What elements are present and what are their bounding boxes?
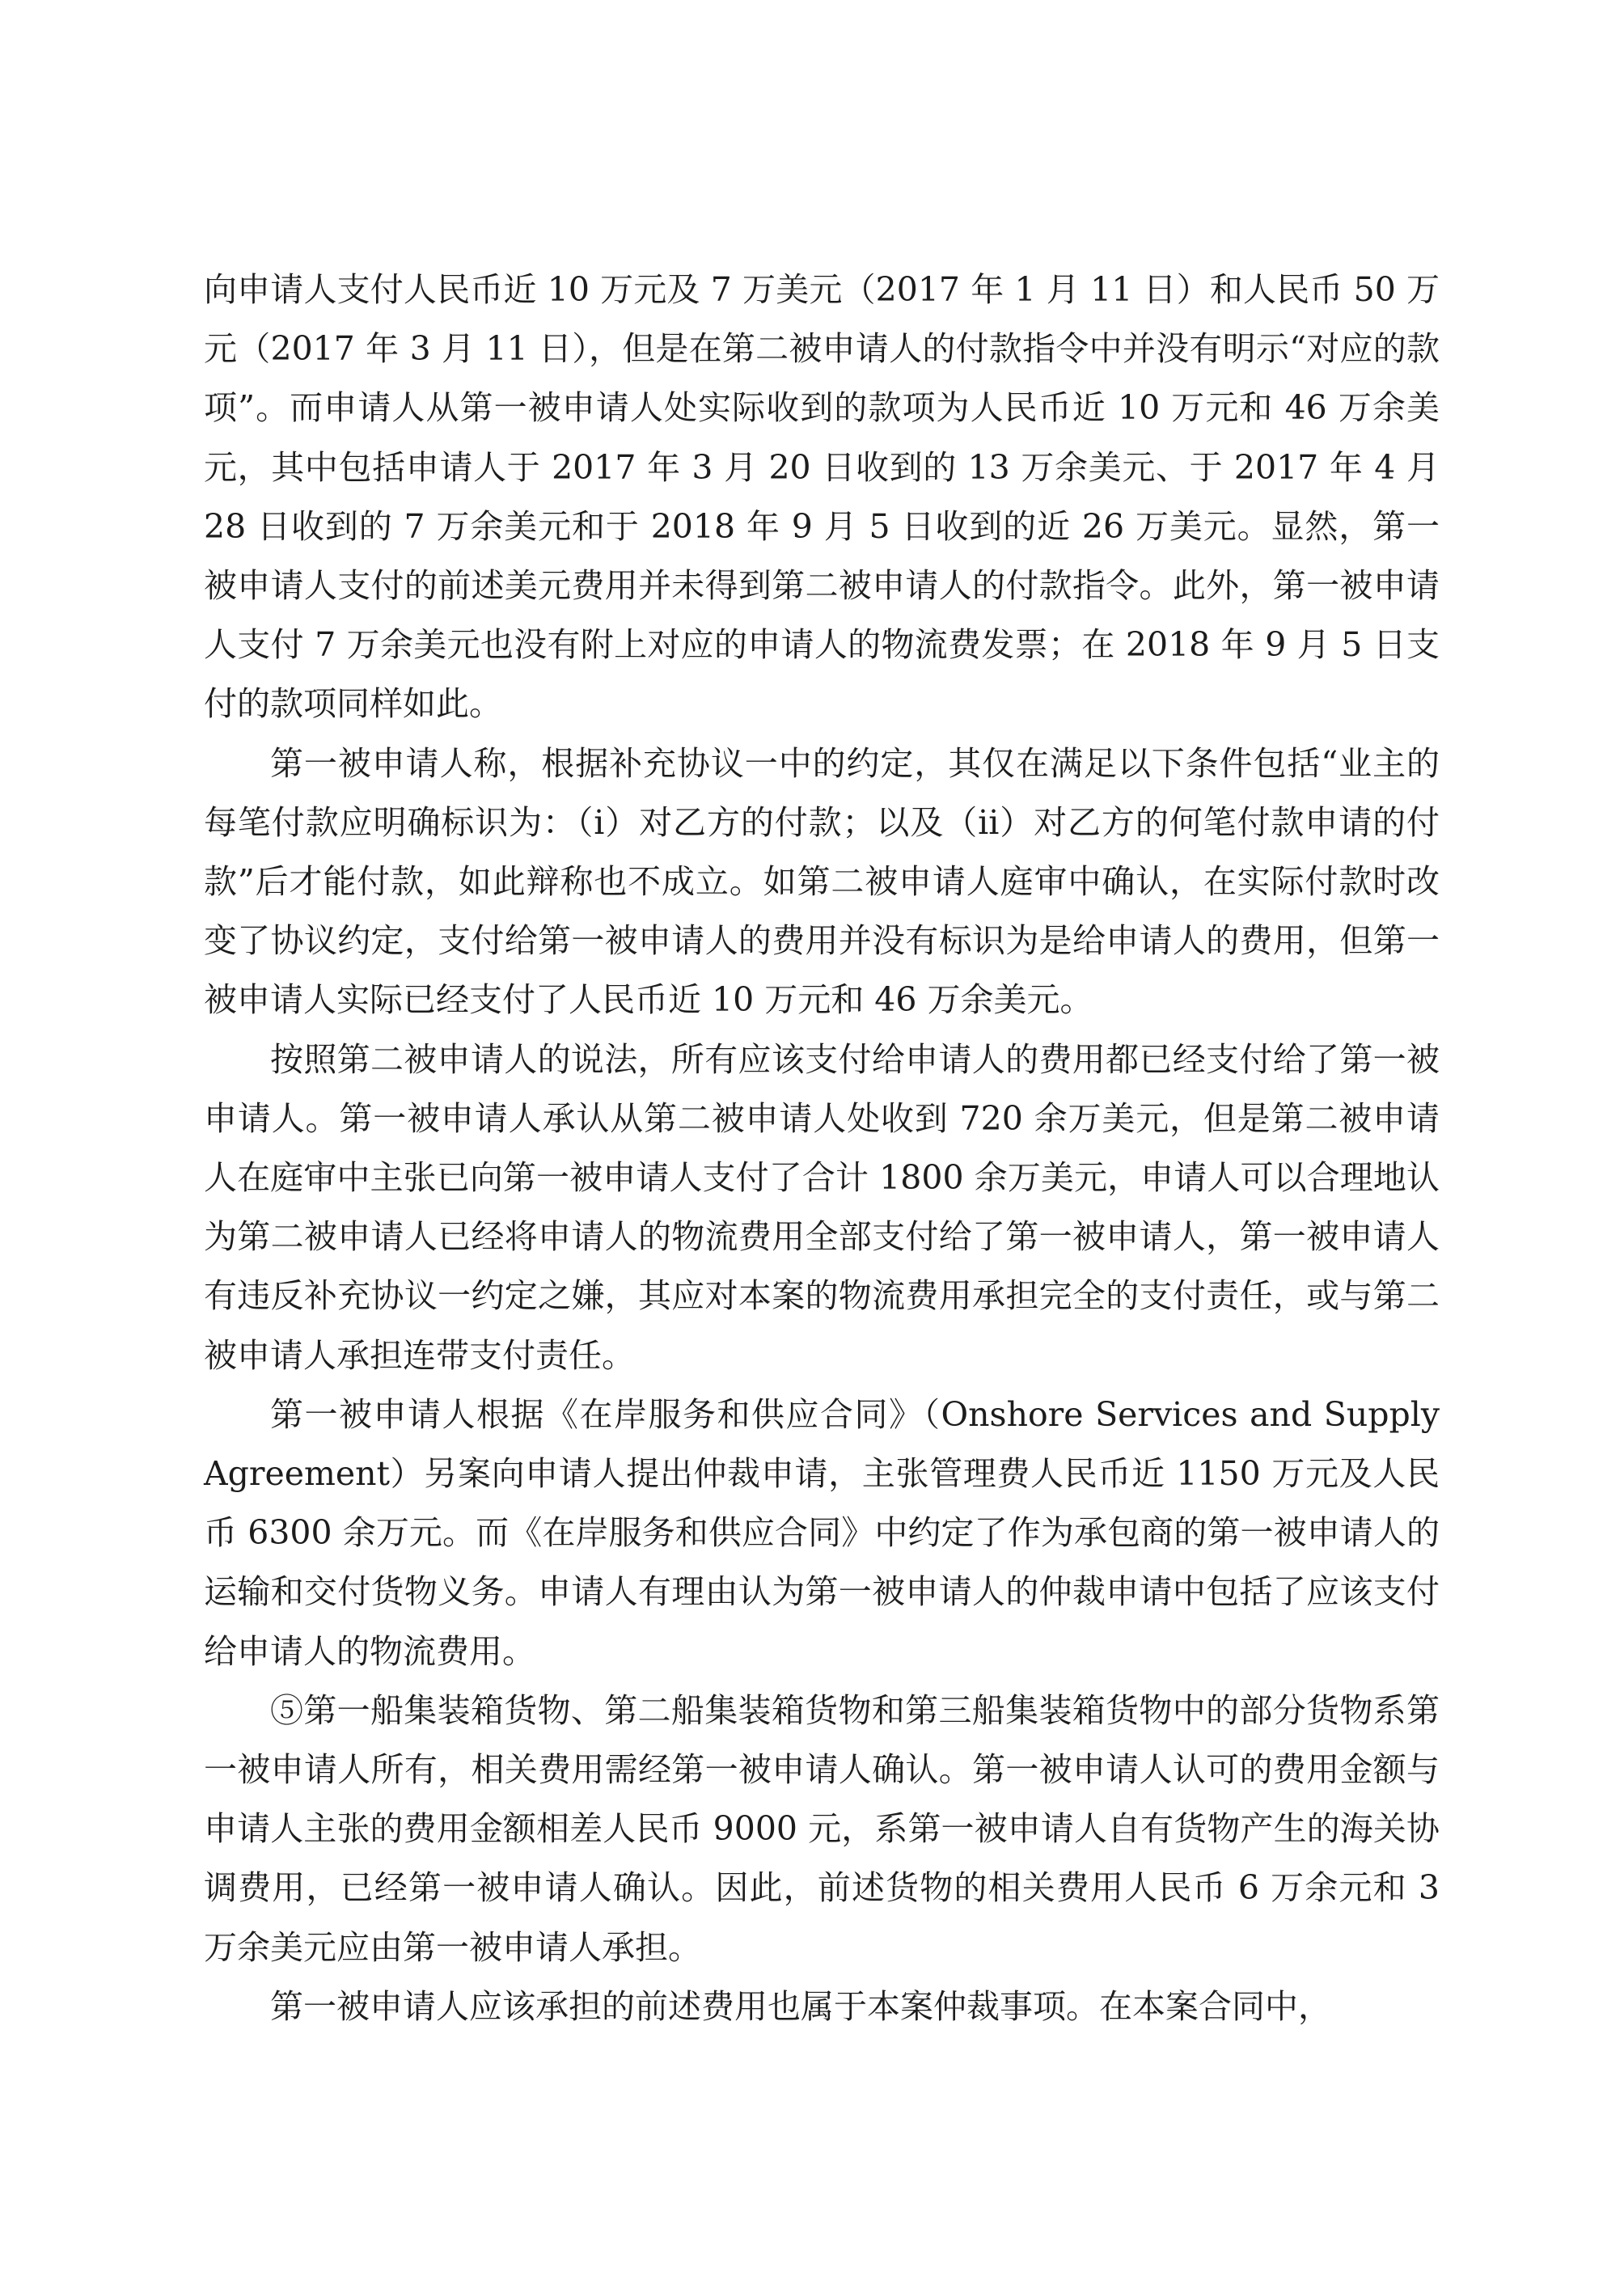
paragraph-continuation: 向申请人支付人民币近 10 万元及 7 万美元（2017 年 1 月 11 日）和人民币 50 万元（2017 年 3 月 11 日），但是在第二被申请人的付款指令中并没有明示“对应的款项”。而申请人从第一被申请人处实际收到的款项为人民币近 10 万元和 46 万余美元，其中包括申请人于 2017 年 3 月 20 日收到的 13 万余美元、于 2017 年 4 月 28 日收到的 7 万余美元和于 2018 年 9 月 5 日收到的近 26 万美元。显然，第一被申请人支付的前述美元费用并未得到第二被申请人的付款指令。此外，第一被申请人支付 7 万余美元也没有附上对应的申请人的物流费发票；在 2018 年 9 月 5 日支付的款项同样如此。 [204, 270, 1440, 724]
paragraph: 第一被申请人称，根据补充协议一中的约定，其仅在满足以下条件包括“业主的每笔付款应明确标识为：（i）对乙方的付款；以及（ii）对乙方的何笔付款申请的付款”后才能付款，如此辩称也不成立。如第二被申请人庭审中确认，在实际付款时改变了协议约定，支付给第一被申请人的费用并没有标识为是给申请人的费用，但第一被申请人实际已经支付了人民币近 10 万元和 46 万余美元。 [204, 743, 1440, 1020]
paragraph: 按照第二被申请人的说法，所有应该支付给申请人的费用都已经支付给了第一被申请人。第一被申请人承认从第二被申请人处收到 720 余万美元，但是第二被申请人在庭审中主张已向第一被申请人支付了合计 1800 余万美元，申请人可以合理地认为第二被申请人已经将申请人的物流费用全部支付给了第一被申请人，第一被申请人有违反补充协议一约定之嫌，其应对本案的物流费用承担完全的支付责任，或与第二被申请人承担连带支付责任。 [204, 1039, 1440, 1375]
body-text [204, 260, 1440, 2036]
paragraph: ⑤第一船集装箱货物、第二船集装箱货物和第三船集装箱货物中的部分货物系第一被申请人所有，相关费用需经第一被申请人确认。第一被申请人认可的费用金额与申请人主张的费用金额相差人民币 9000 元，系第一被申请人自有货物产生的海关协调费用，已经第一被申请人确认。因此，前述货物的相关费用人民币 6 万余元和 3 万余美元应由第一被申请人承担。 [204, 1690, 1440, 1967]
paragraph: 第一被申请人应该承担的前述费用也属于本案仲裁事项。在本案合同中， [270, 1986, 1331, 2026]
paragraph: 第一被申请人根据《在岸服务和供应合同》（Onshore Services and Supply Agreement）另案向申请人提出仲裁申请，主张管理费人民币近 1150 万元及人民币 6300 余万元。而《在岸服务和供应合同》中约定了作为承包商的第一被申请人的运输和交付货物义务。申请人有理由认为第一被申请人的仲裁申请中包括了应该支付给申请人的物流费用。 [204, 1394, 1440, 1671]
